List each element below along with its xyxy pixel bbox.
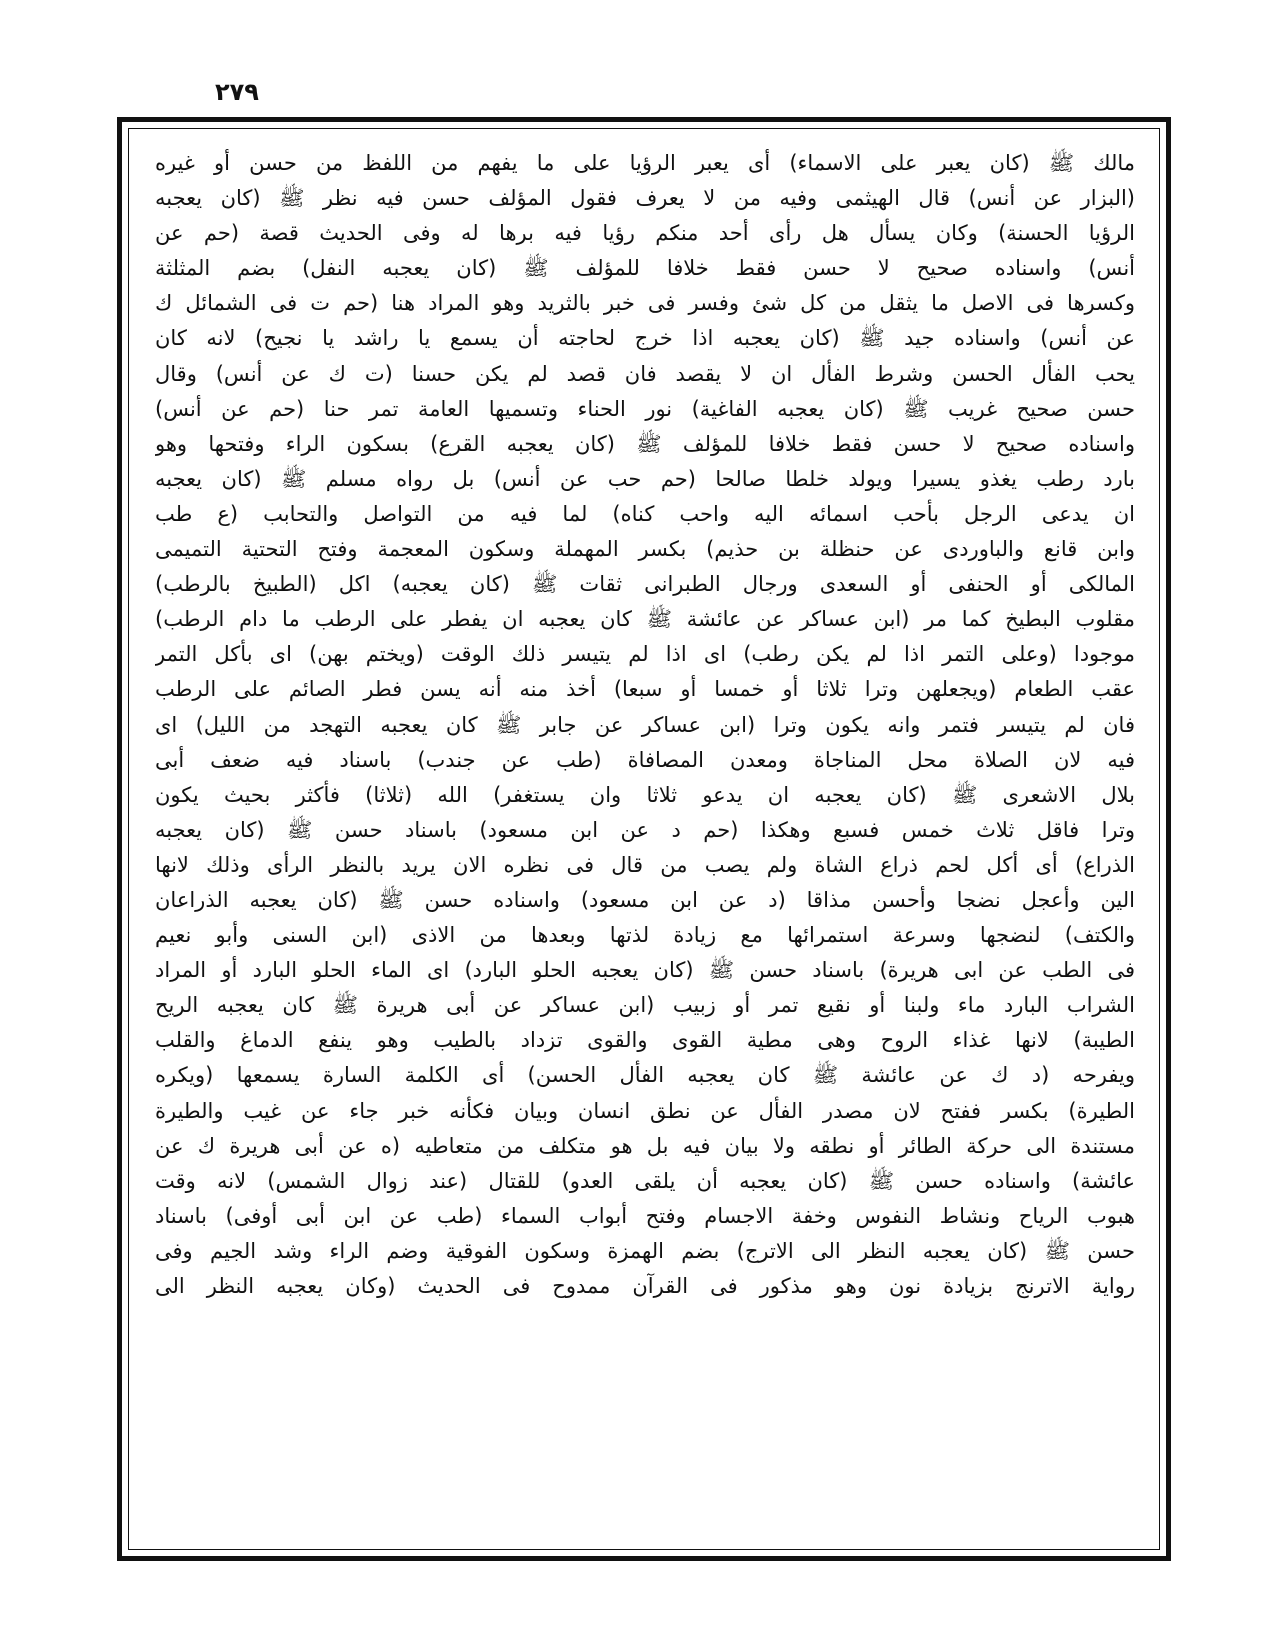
text-line: رواية الاترنج بزيادة نون وهو مذكور فى القرآن ممدوح فى الحديث (وكان يعجبه النظر الى xyxy=(155,1274,1135,1298)
text-line: يحب الفأل الحسن وشرط الفأل ان لا يقصد فان قصد لم يكن حسنا (ت ك عن أنس) وقال xyxy=(155,361,1135,386)
text-line: الطيرة) بكسر ففتح لان مصدر الفأل عن نطق انسان وبيان فكأنه خبر جاء عن غيب والطيرة xyxy=(155,1098,1135,1123)
text-line: الرؤيا الحسنة) وكان يسأل هل رأى أحد منكم رؤيا فيه برها له وفى الحديث قصة (حم عن xyxy=(155,221,1135,246)
text-line: بلال الاشعرى ﷺ (كان يعجبه ان يدعو ثلاثا وان يستغفر) الله (ثلاثا) فأكثر بحيث يكون xyxy=(155,782,1135,807)
text-line: الذراع) أى أكل لحم ذراع الشاة ولم يصب من قال فى نظره الان يريد بالنظر الرأى وذلك لانها xyxy=(155,852,1135,877)
text-line: وترا فاقل ثلاث خمس فسبع وهكذا (حم د عن ابن مسعود) باسناد حسن ﷺ (كان يعجبه xyxy=(155,817,1135,842)
text-line: حسن ﷺ (كان يعجبه النظر الى الاترج) بضم الهمزة وسكون الفوقية وضم الراء وشد الجيم وفى xyxy=(155,1238,1135,1263)
text-line: عائشة) واسناده حسن ﷺ (كان يعجبه أن يلقى العدو) للقتال (عند زوال الشمس) لانه وقت xyxy=(155,1168,1135,1193)
text-line: الشراب البارد ماء ولبنا أو نقيع تمر أو زبيب (ابن عساكر عن أبى هريرة ﷺ كان يعجبه الريح xyxy=(155,993,1135,1018)
text-line: مالك ﷺ (كان يعبر على الاسماء) أى يعبر الرؤيا على ما يفهم من اللفظ من حسن أو غيره xyxy=(155,151,1135,175)
text-line: فيه لان الصلاة محل المناجاة ومعدن المصافاة (طب عن جندب) باسناد فيه ضعف أبى xyxy=(155,747,1135,772)
text-line: (البزار عن أنس) قال الهيثمى وفيه من لا يعرف فقول المؤلف حسن فيه نظر ﷺ (كان يعجبه xyxy=(155,186,1135,211)
text-line: فان لم يتيسر فتمر وانه يكون وترا (ابن عساكر عن جابر ﷺ كان يعجبه التهجد من الليل) اى xyxy=(155,712,1135,737)
text-line: عن أنس) واسناده جيد ﷺ (كان يعجبه اذا خرج لحاجته أن يسمع يا راشد يا نجيح) لانه كان xyxy=(155,326,1135,351)
text-line: وكسرها فى الاصل ما يثقل من كل شئ وفسر فى خبر بالثريد وهو المراد هنا (حم ت فى الشمائل ك xyxy=(155,291,1135,316)
text-line: الطيبة) لانها غذاء الروح وهى مطية القوى والقوى تزداد بالطيب وهو ينفع الدماغ والقلب xyxy=(155,1028,1135,1053)
text-line: ويفرحه (د ك عن عائشة ﷺ كان يعجبه الفأل الحسن) أى الكلمة السارة يسمعها (ويكره xyxy=(155,1063,1135,1088)
text-line: بارد رطب يغذو يسيرا ويولد خلطا صالحا (حم حب عن أنس) بل رواه مسلم ﷺ (كان يعجبه xyxy=(155,466,1135,491)
text-line: أنس) واسناده صحيح لا حسن فقط خلافا للمؤلف ﷺ (كان يعجبه النفل) بضم المثلثة xyxy=(155,256,1135,281)
page-number: ٢٧٩ xyxy=(215,78,259,106)
text-line: فى الطب عن ابى هريرة) باسناد حسن ﷺ (كان يعجبه الحلو البارد) اى الماء الحلو البارد أو المراد xyxy=(155,958,1135,983)
text-line: والكتف) لنضجها وسرعة استمرائها مع زيادة لذتها وبعدها من الاذى (ابن السنى وأبو نعيم xyxy=(155,923,1135,948)
text-line: مستندة الى حركة الطائر أو نطقه ولا بيان فيه بل هو متكلف من متعاطيه (ه عن أبى هريرة ك عن xyxy=(155,1133,1135,1158)
text-line: واسناده صحيح لا حسن فقط خلافا للمؤلف ﷺ (كان يعجبه القرع) بسكون الراء وفتحها وهو xyxy=(155,431,1135,456)
text-line: الين وأعجل نضجا وأحسن مذاقا (د عن ابن مسعود) واسناده حسن ﷺ (كان يعجبه الذراعان xyxy=(155,887,1135,912)
text-line: موجودا (وعلى التمر اذا لم يكن رطب) اى اذا لم يتيسر ذلك الوقت (ويختم بهن) اى بأكل التمر xyxy=(155,642,1135,667)
text-line: حسن صحيح غريب ﷺ (كان يعجبه الفاغية) نور الحناء وتسميها العامة تمر حنا (حم عن أنس) xyxy=(155,396,1135,421)
text-line: عقب الطعام (ويجعلهن وترا ثلاثا أو خمسا أو سبعا) أخذ منه أنه يسن فطر الصائم على الرطب xyxy=(155,677,1135,702)
body-text xyxy=(155,146,1135,1546)
text-line: هبوب الرياح ونشاط النفوس وخفة الاجسام وفتح أبواب السماء (طب عن ابن أبى أوفى) باسناد xyxy=(155,1203,1135,1228)
text-line: ان يدعى الرجل بأحب اسمائه اليه واحب كناه) لما فيه من التواصل والتحابب (ع طب xyxy=(155,501,1135,526)
text-line: المالكى أو الحنفى أو السعدى ورجال الطبرانى ثقات ﷺ (كان يعجبه) اكل (الطبيخ بالرطب) xyxy=(155,572,1135,597)
text-line: وابن قانع والباوردى عن حنظلة بن حذيم) بكسر المهملة وسكون المعجمة وفتح التحتية التميمى xyxy=(155,537,1135,562)
text-line: مقلوب البطيخ كما مر (ابن عساكر عن عائشة ﷺ كان يعجبه ان يفطر على الرطب ما دام الرطب) xyxy=(155,607,1135,632)
